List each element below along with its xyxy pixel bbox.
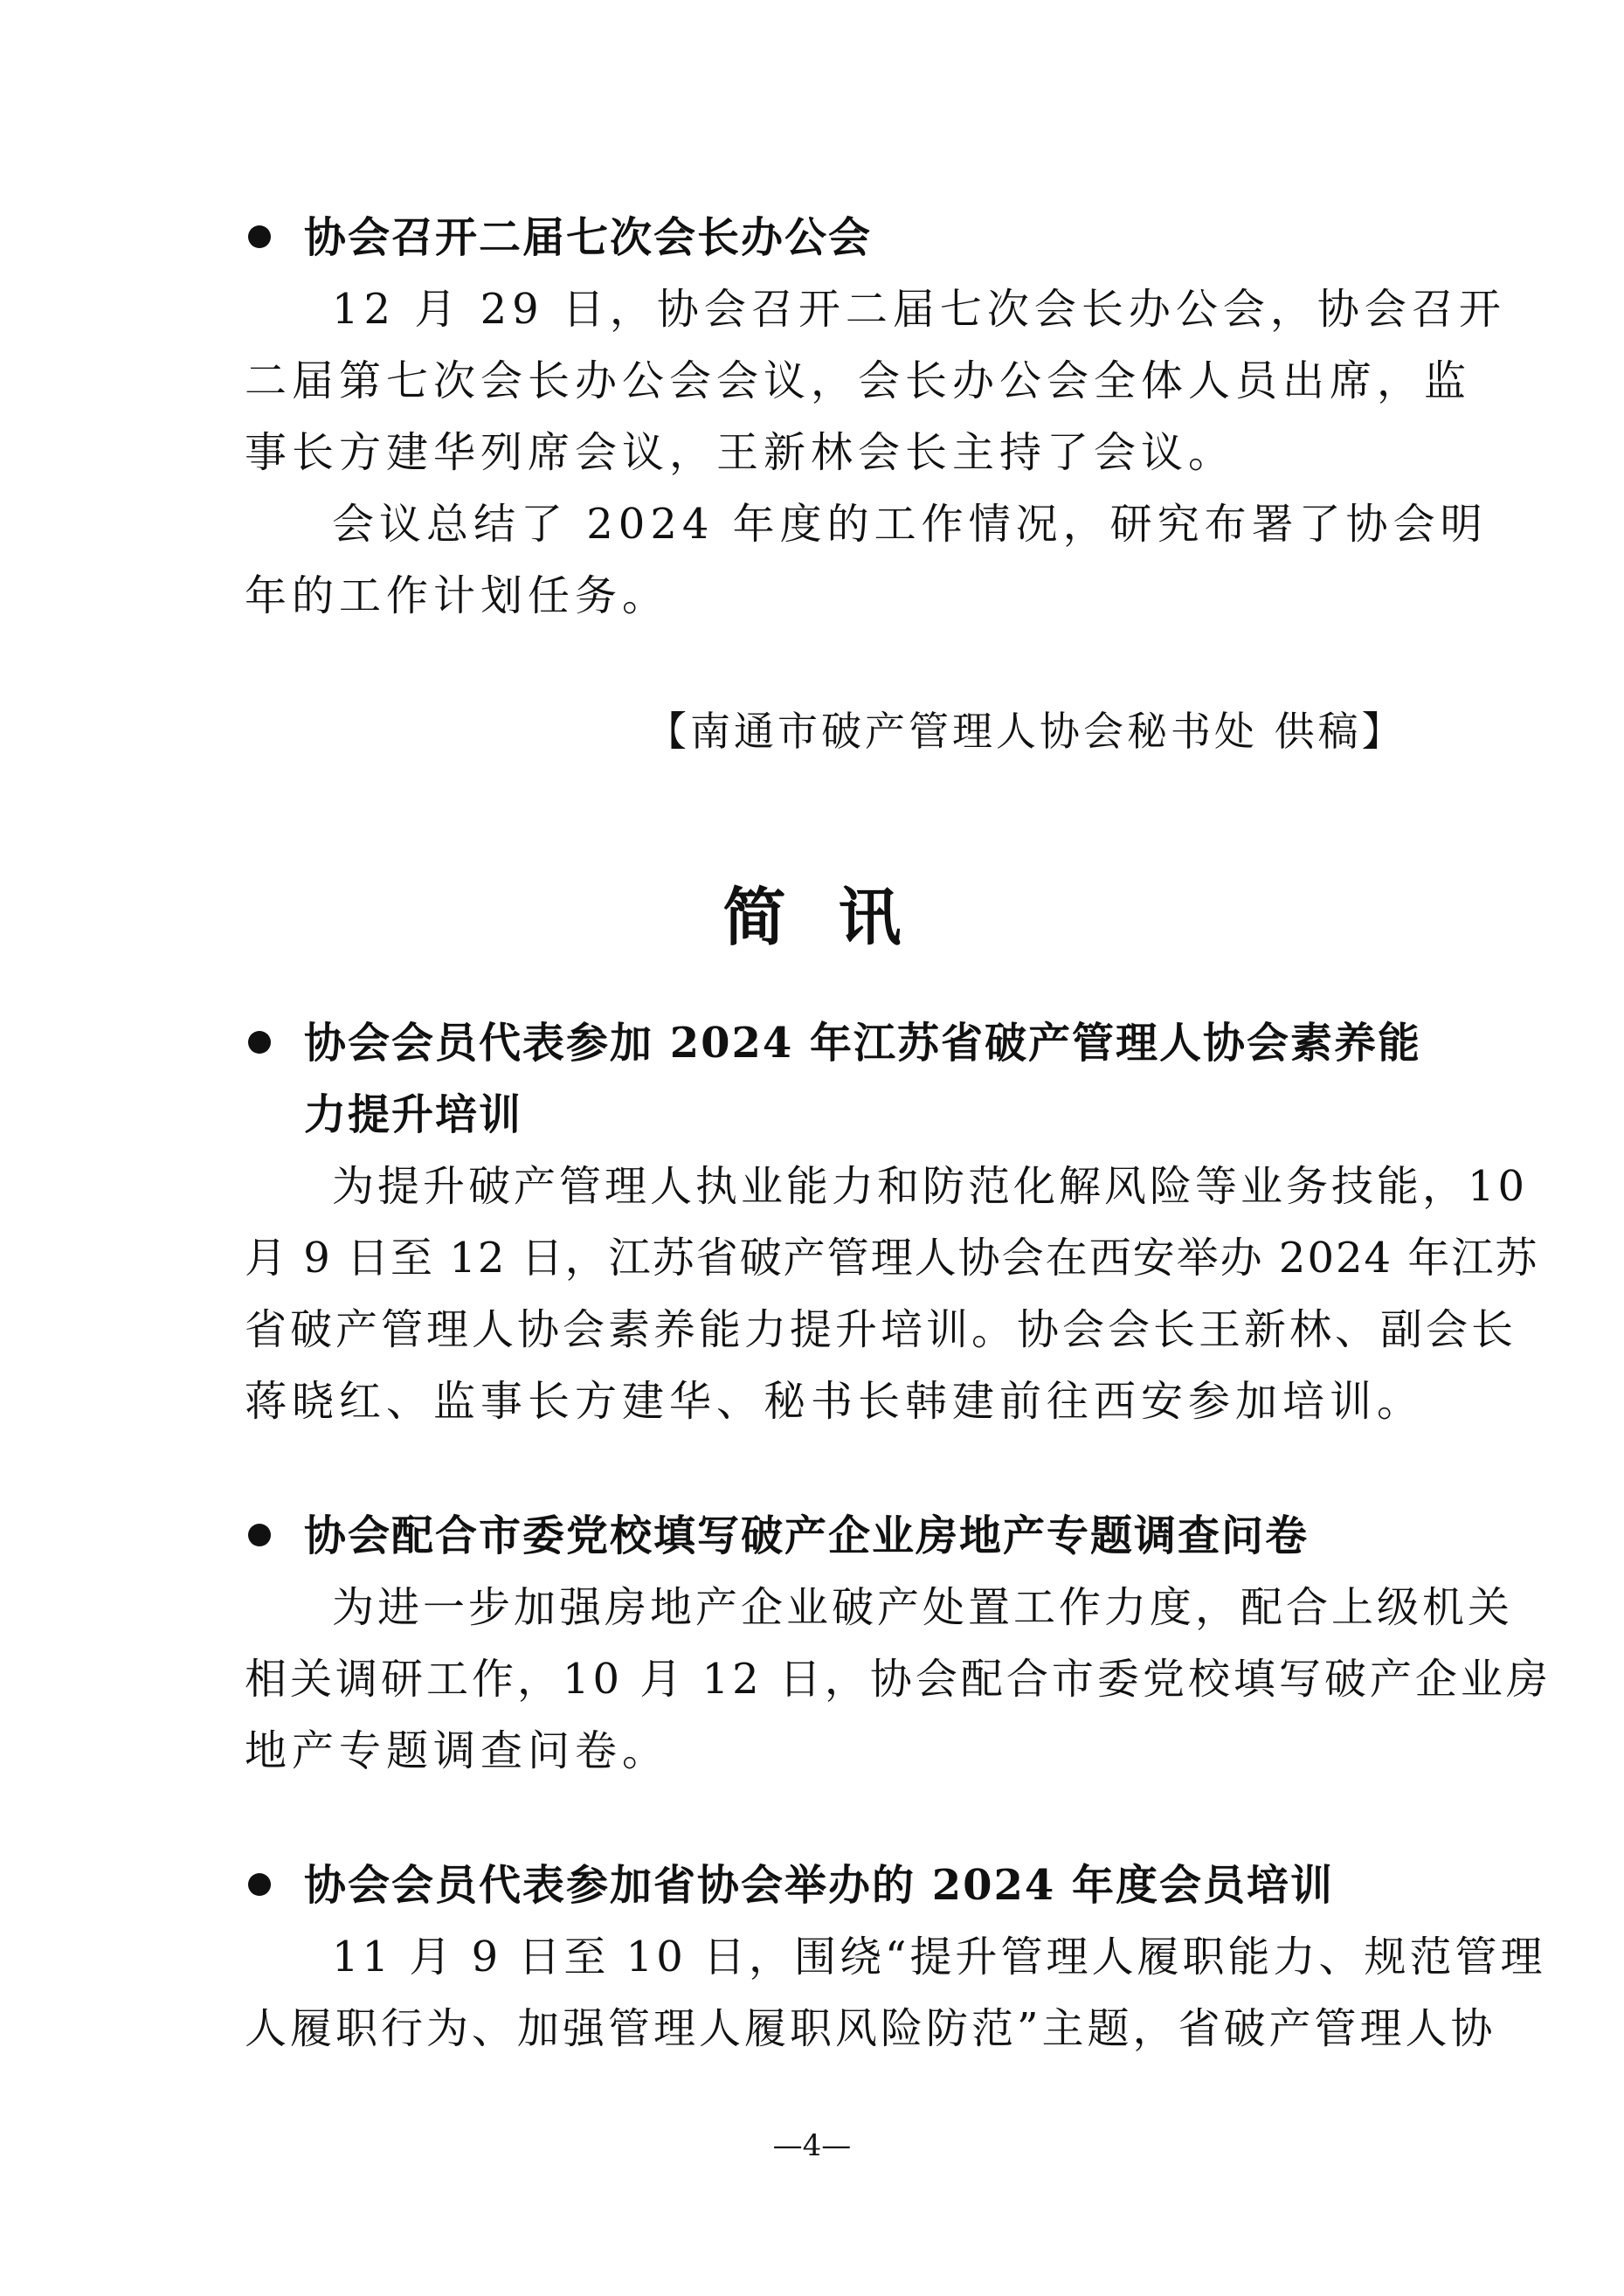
bullet-icon <box>248 1031 271 1054</box>
source-attribution: 【南通市破产管理人协会秘书处 供稿】 <box>646 708 1406 755</box>
news-heading: 协会配合市委党校填写破产企业房地产专题调查问卷 <box>304 1511 1310 1560</box>
paragraph-line: 二届第七次会长办公会会议，会长办公会全体人员出席，监 <box>245 356 1472 405</box>
paragraph-line: 12 月 29 日，协会召开二届七次会长办公会，协会召开 <box>332 285 1506 334</box>
bullet-icon <box>248 1873 271 1896</box>
article-heading: 协会召开二届七次会长办公会 <box>304 213 873 262</box>
paragraph-line: 会议总结了 2024 年度的工作情况，研究布署了协会明 <box>332 500 1488 549</box>
paragraph-line: 事长方建华列席会议，王新林会长主持了会议。 <box>245 428 1236 477</box>
page-number: —4— <box>772 2128 852 2163</box>
paragraph-line: 省破产管理人协会素养能力提升培训。协会会长王新林、副会长 <box>245 1305 1517 1354</box>
paragraph-line: 相关调研工作，10 月 12 日，协会配合市委党校填写破产企业房 <box>245 1655 1551 1704</box>
paragraph-line: 人履职行为、加强管理人履职风险防范”主题，省破产管理人协 <box>245 2004 1496 2053</box>
section-title: 简讯 <box>722 880 954 954</box>
bullet-icon <box>248 225 271 248</box>
paragraph-line: 11 月 9 日至 10 日，围绕“提升管理人履职能力、规范管理 <box>332 1933 1546 1981</box>
paragraph-line: 年的工作计划任务。 <box>245 571 670 620</box>
paragraph-line: 月 9 日至 12 日，江苏省破产管理人协会在西安举办 2024 年江苏 <box>245 1234 1539 1283</box>
news-heading: 力提升培训 <box>304 1090 523 1139</box>
bullet-icon <box>248 1524 271 1546</box>
paragraph-line: 蒋晓红、监事长方建华、秘书长韩建前往西安参加培训。 <box>245 1377 1425 1426</box>
news-heading: 协会会员代表参加 2024 年江苏省破产管理人协会素养能 <box>304 1019 1422 1068</box>
paragraph-line: 为进一步加强房地产企业破产处置工作力度，配合上级机关 <box>332 1583 1514 1632</box>
paragraph-line: 为提升破产管理人执业能力和防范化解风险等业务技能，10 <box>332 1162 1529 1211</box>
paragraph-line: 地产专题调查问卷。 <box>245 1726 670 1775</box>
news-heading: 协会会员代表参加省协会举办的 2024 年度会员培训 <box>304 1861 1335 1910</box>
